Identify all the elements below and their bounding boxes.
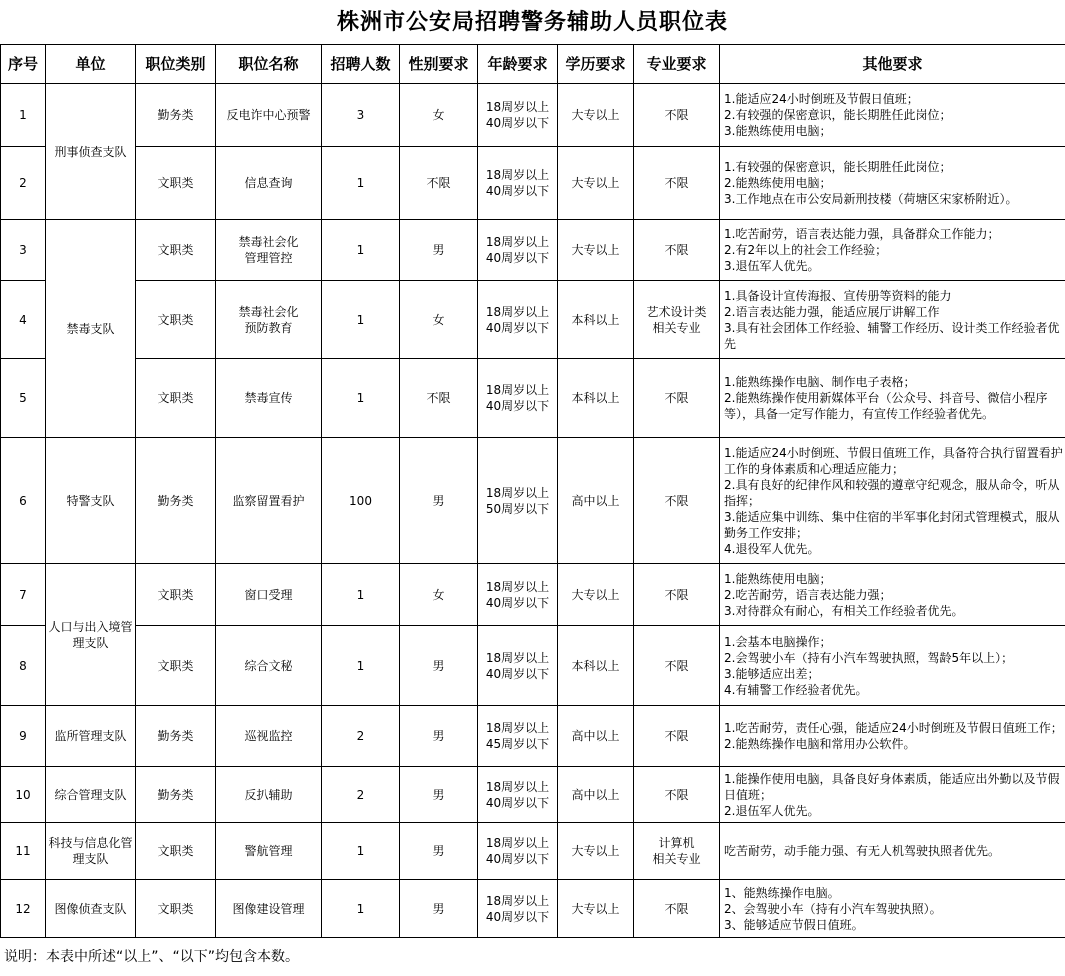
education-cell: 本科以上 [558,281,634,359]
education-cell: 本科以上 [558,626,634,706]
header-unit: 单位 [46,45,136,84]
requirement-line: 2、会驾驶小车（持有小汽车驾驶执照）。 [724,901,1063,917]
position-cell: 巡视监控 [216,706,322,767]
requirement-line: 2.会驾驶小车（持有小汽车驾驶执照，驾龄5年以上）； [724,650,1063,666]
requirements-cell [720,84,1065,147]
requirement-line: 1.能适应24小时倒班及节假日值班； [724,91,1063,107]
row-number: 3 [1,220,46,281]
age-cell: 18周岁以上 40周岁以下 [478,880,558,938]
requirement-line: 1.吃苦耐劳，语言表达能力强，具备群众工作能力； [724,226,1063,242]
header-gender: 性别要求 [400,45,478,84]
age-cell: 18周岁以上 40周岁以下 [478,767,558,823]
position-cell: 综合文秘 [216,626,322,706]
education-cell: 高中以上 [558,706,634,767]
education-cell: 大专以上 [558,564,634,626]
education-cell: 本科以上 [558,359,634,438]
requirement-line: 1、能熟练操作电脑。 [724,885,1063,901]
row-number: 1 [1,84,46,147]
count-cell: 1 [322,626,400,706]
requirements-cell [720,359,1065,438]
unit-cell: 人口与出入境管理支队 [46,564,136,706]
education-cell: 大专以上 [558,880,634,938]
requirements-cell [720,706,1065,767]
education-cell: 大专以上 [558,147,634,220]
row-number: 12 [1,880,46,938]
row-number: 11 [1,823,46,880]
count-cell: 1 [322,359,400,438]
row-number: 5 [1,359,46,438]
requirement-line: 2.语言表达能力强，能适应展厅讲解工作 [724,304,1063,320]
position-cell: 禁毒社会化 预防教育 [216,281,322,359]
row-number: 2 [1,147,46,220]
requirements-cell [720,767,1065,823]
row-number: 9 [1,706,46,767]
requirement-line: 3.具有社会团体工作经验、辅警工作经历、设计类工作经验者优先 [724,320,1063,352]
position-cell: 图像建设管理 [216,880,322,938]
table-row [1,84,1065,147]
category-cell: 勤务类 [136,706,216,767]
header-other: 其他要求 [720,45,1065,84]
requirement-line: 2.能熟练使用电脑； [724,175,1063,191]
major-cell: 不限 [634,359,720,438]
category-cell: 文职类 [136,564,216,626]
requirement-line: 2.具有良好的纪律作风和较强的遵章守纪观念，服从命令，听从指挥； [724,477,1063,509]
major-cell: 艺术设计类 相关专业 [634,281,720,359]
gender-cell: 女 [400,281,478,359]
position-cell: 窗口受理 [216,564,322,626]
requirements-cell [720,564,1065,626]
major-cell: 不限 [634,626,720,706]
major-cell: 不限 [634,84,720,147]
requirement-line: 2.有较强的保密意识，能长期胜任此岗位； [724,107,1063,123]
age-cell: 18周岁以上 40周岁以下 [478,823,558,880]
requirement-line: 2.能熟练操作使用新媒体平台（公众号、抖音号、微信小程序等），具备一定写作能力，有宣传工作经验者优先。 [724,390,1063,422]
requirement-line: 3.能够适应出差； [724,666,1063,682]
gender-cell: 不限 [400,359,478,438]
gender-cell: 女 [400,84,478,147]
gender-cell: 男 [400,706,478,767]
requirement-line: 4.退役军人优先。 [724,541,1063,557]
education-cell: 大专以上 [558,823,634,880]
row-number: 10 [1,767,46,823]
requirement-line: 3、能够适应节假日值班。 [724,917,1063,933]
major-cell: 不限 [634,706,720,767]
position-cell: 反扒辅助 [216,767,322,823]
requirement-line: 1.具备设计宣传海报、宣传册等资料的能力 [724,288,1063,304]
requirements-cell [720,281,1065,359]
requirement-line: 2.退伍军人优先。 [724,803,1063,819]
education-cell: 高中以上 [558,767,634,823]
major-cell: 不限 [634,880,720,938]
unit-cell: 科技与信息化管理支队 [46,823,136,880]
table-row [1,706,1065,767]
gender-cell: 不限 [400,147,478,220]
gender-cell: 男 [400,438,478,564]
requirement-line: 3.对待群众有耐心，有相关工作经验者优先。 [724,603,1063,619]
requirements-cell [720,147,1065,220]
age-cell: 18周岁以上 40周岁以下 [478,220,558,281]
age-cell: 18周岁以上 50周岁以下 [478,438,558,564]
age-cell: 18周岁以上 40周岁以下 [478,626,558,706]
footnote: 说明：本表中所述“以上”、“以下”均包含本数。 [0,938,1065,974]
gender-cell: 男 [400,220,478,281]
major-cell: 不限 [634,564,720,626]
header-position: 职位名称 [216,45,322,84]
position-cell: 反电诈中心预警 [216,84,322,147]
header-age: 年龄要求 [478,45,558,84]
age-cell: 18周岁以上 40周岁以下 [478,147,558,220]
requirements-cell [720,220,1065,281]
table-row [1,564,1065,626]
category-cell: 文职类 [136,823,216,880]
row-number: 7 [1,564,46,626]
table-row [1,767,1065,823]
category-cell: 勤务类 [136,84,216,147]
requirement-line: 2.有2年以上的社会工作经验； [724,242,1063,258]
gender-cell: 女 [400,564,478,626]
category-cell: 文职类 [136,880,216,938]
age-cell: 18周岁以上 40周岁以下 [478,564,558,626]
unit-cell: 特警支队 [46,438,136,564]
row-number: 4 [1,281,46,359]
position-cell: 信息查询 [216,147,322,220]
requirement-line: 3.能熟练使用电脑； [724,123,1063,139]
table-row [1,880,1065,938]
header-education: 学历要求 [558,45,634,84]
header-no: 序号 [1,45,46,84]
position-cell: 禁毒宣传 [216,359,322,438]
count-cell: 1 [322,220,400,281]
count-cell: 3 [322,84,400,147]
requirements-cell [720,823,1065,880]
table-row [1,823,1065,880]
header-row [1,45,1065,84]
unit-cell: 综合管理支队 [46,767,136,823]
age-cell: 18周岁以上 40周岁以下 [478,281,558,359]
gender-cell: 男 [400,626,478,706]
age-cell: 18周岁以上 40周岁以下 [478,359,558,438]
requirement-line: 1.有较强的保密意识，能长期胜任此岗位； [724,159,1063,175]
count-cell: 1 [322,281,400,359]
requirement-line: 3.退伍军人优先。 [724,258,1063,274]
category-cell: 文职类 [136,281,216,359]
count-cell: 1 [322,147,400,220]
position-cell: 警航管理 [216,823,322,880]
table-row [1,281,1065,359]
requirement-line: 1.会基本电脑操作； [724,634,1063,650]
table-row [1,438,1065,564]
requirements-cell [720,438,1065,564]
major-cell: 计算机 相关专业 [634,823,720,880]
position-cell: 禁毒社会化 管理管控 [216,220,322,281]
category-cell: 文职类 [136,626,216,706]
count-cell: 2 [322,767,400,823]
requirement-line: 1.能适应24小时倒班、节假日值班工作，具备符合执行留置看护工作的身体素质和心理适应能力； [724,445,1063,477]
page-title: 株洲市公安局招聘警务辅助人员职位表 [0,0,1065,44]
major-cell: 不限 [634,220,720,281]
education-cell: 高中以上 [558,438,634,564]
table-row [1,626,1065,706]
requirement-line: 2.能熟练操作电脑和常用办公软件。 [724,736,1063,752]
category-cell: 文职类 [136,220,216,281]
category-cell: 勤务类 [136,767,216,823]
count-cell: 2 [322,706,400,767]
requirement-line: 2.吃苦耐劳，语言表达能力强； [724,587,1063,603]
unit-cell: 监所管理支队 [46,706,136,767]
age-cell: 18周岁以上 45周岁以下 [478,706,558,767]
requirement-line: 3.工作地点在市公安局新刑技楼（荷塘区宋家桥附近）。 [724,191,1063,207]
major-cell: 不限 [634,438,720,564]
table-row [1,220,1065,281]
count-cell: 100 [322,438,400,564]
unit-cell: 图像侦查支队 [46,880,136,938]
header-count: 招聘人数 [322,45,400,84]
header-major: 专业要求 [634,45,720,84]
table-row [1,147,1065,220]
gender-cell: 男 [400,767,478,823]
requirement-line: 1.能操作使用电脑，具备良好身体素质，能适应出外勤以及节假日值班； [724,771,1063,803]
requirement-line: 1.能熟练使用电脑； [724,571,1063,587]
position-cell: 监察留置看护 [216,438,322,564]
count-cell: 1 [322,880,400,938]
education-cell: 大专以上 [558,84,634,147]
category-cell: 文职类 [136,359,216,438]
count-cell: 1 [322,823,400,880]
education-cell: 大专以上 [558,220,634,281]
gender-cell: 男 [400,880,478,938]
count-cell: 1 [322,564,400,626]
gender-cell: 男 [400,823,478,880]
category-cell: 勤务类 [136,438,216,564]
header-category: 职位类别 [136,45,216,84]
major-cell: 不限 [634,767,720,823]
requirement-line: 1.吃苦耐劳，责任心强，能适应24小时倒班及节假日值班工作； [724,720,1063,736]
requirement-line: 1.能熟练操作电脑、制作电子表格； [724,374,1063,390]
major-cell: 不限 [634,147,720,220]
requirement-line: 吃苦耐劳，动手能力强、有无人机驾驶执照者优先。 [724,843,1063,859]
row-number: 6 [1,438,46,564]
requirement-line: 3.能适应集中训练、集中住宿的半军事化封闭式管理模式，服从勤务工作安排； [724,509,1063,541]
unit-cell: 禁毒支队 [46,220,136,438]
table-row [1,359,1065,438]
requirements-cell [720,880,1065,938]
category-cell: 文职类 [136,147,216,220]
unit-cell: 刑事侦查支队 [46,84,136,220]
requirement-line: 4.有辅警工作经验者优先。 [724,682,1063,698]
requirements-cell [720,626,1065,706]
row-number: 8 [1,626,46,706]
age-cell: 18周岁以上 40周岁以下 [478,84,558,147]
positions-table [0,44,1065,938]
